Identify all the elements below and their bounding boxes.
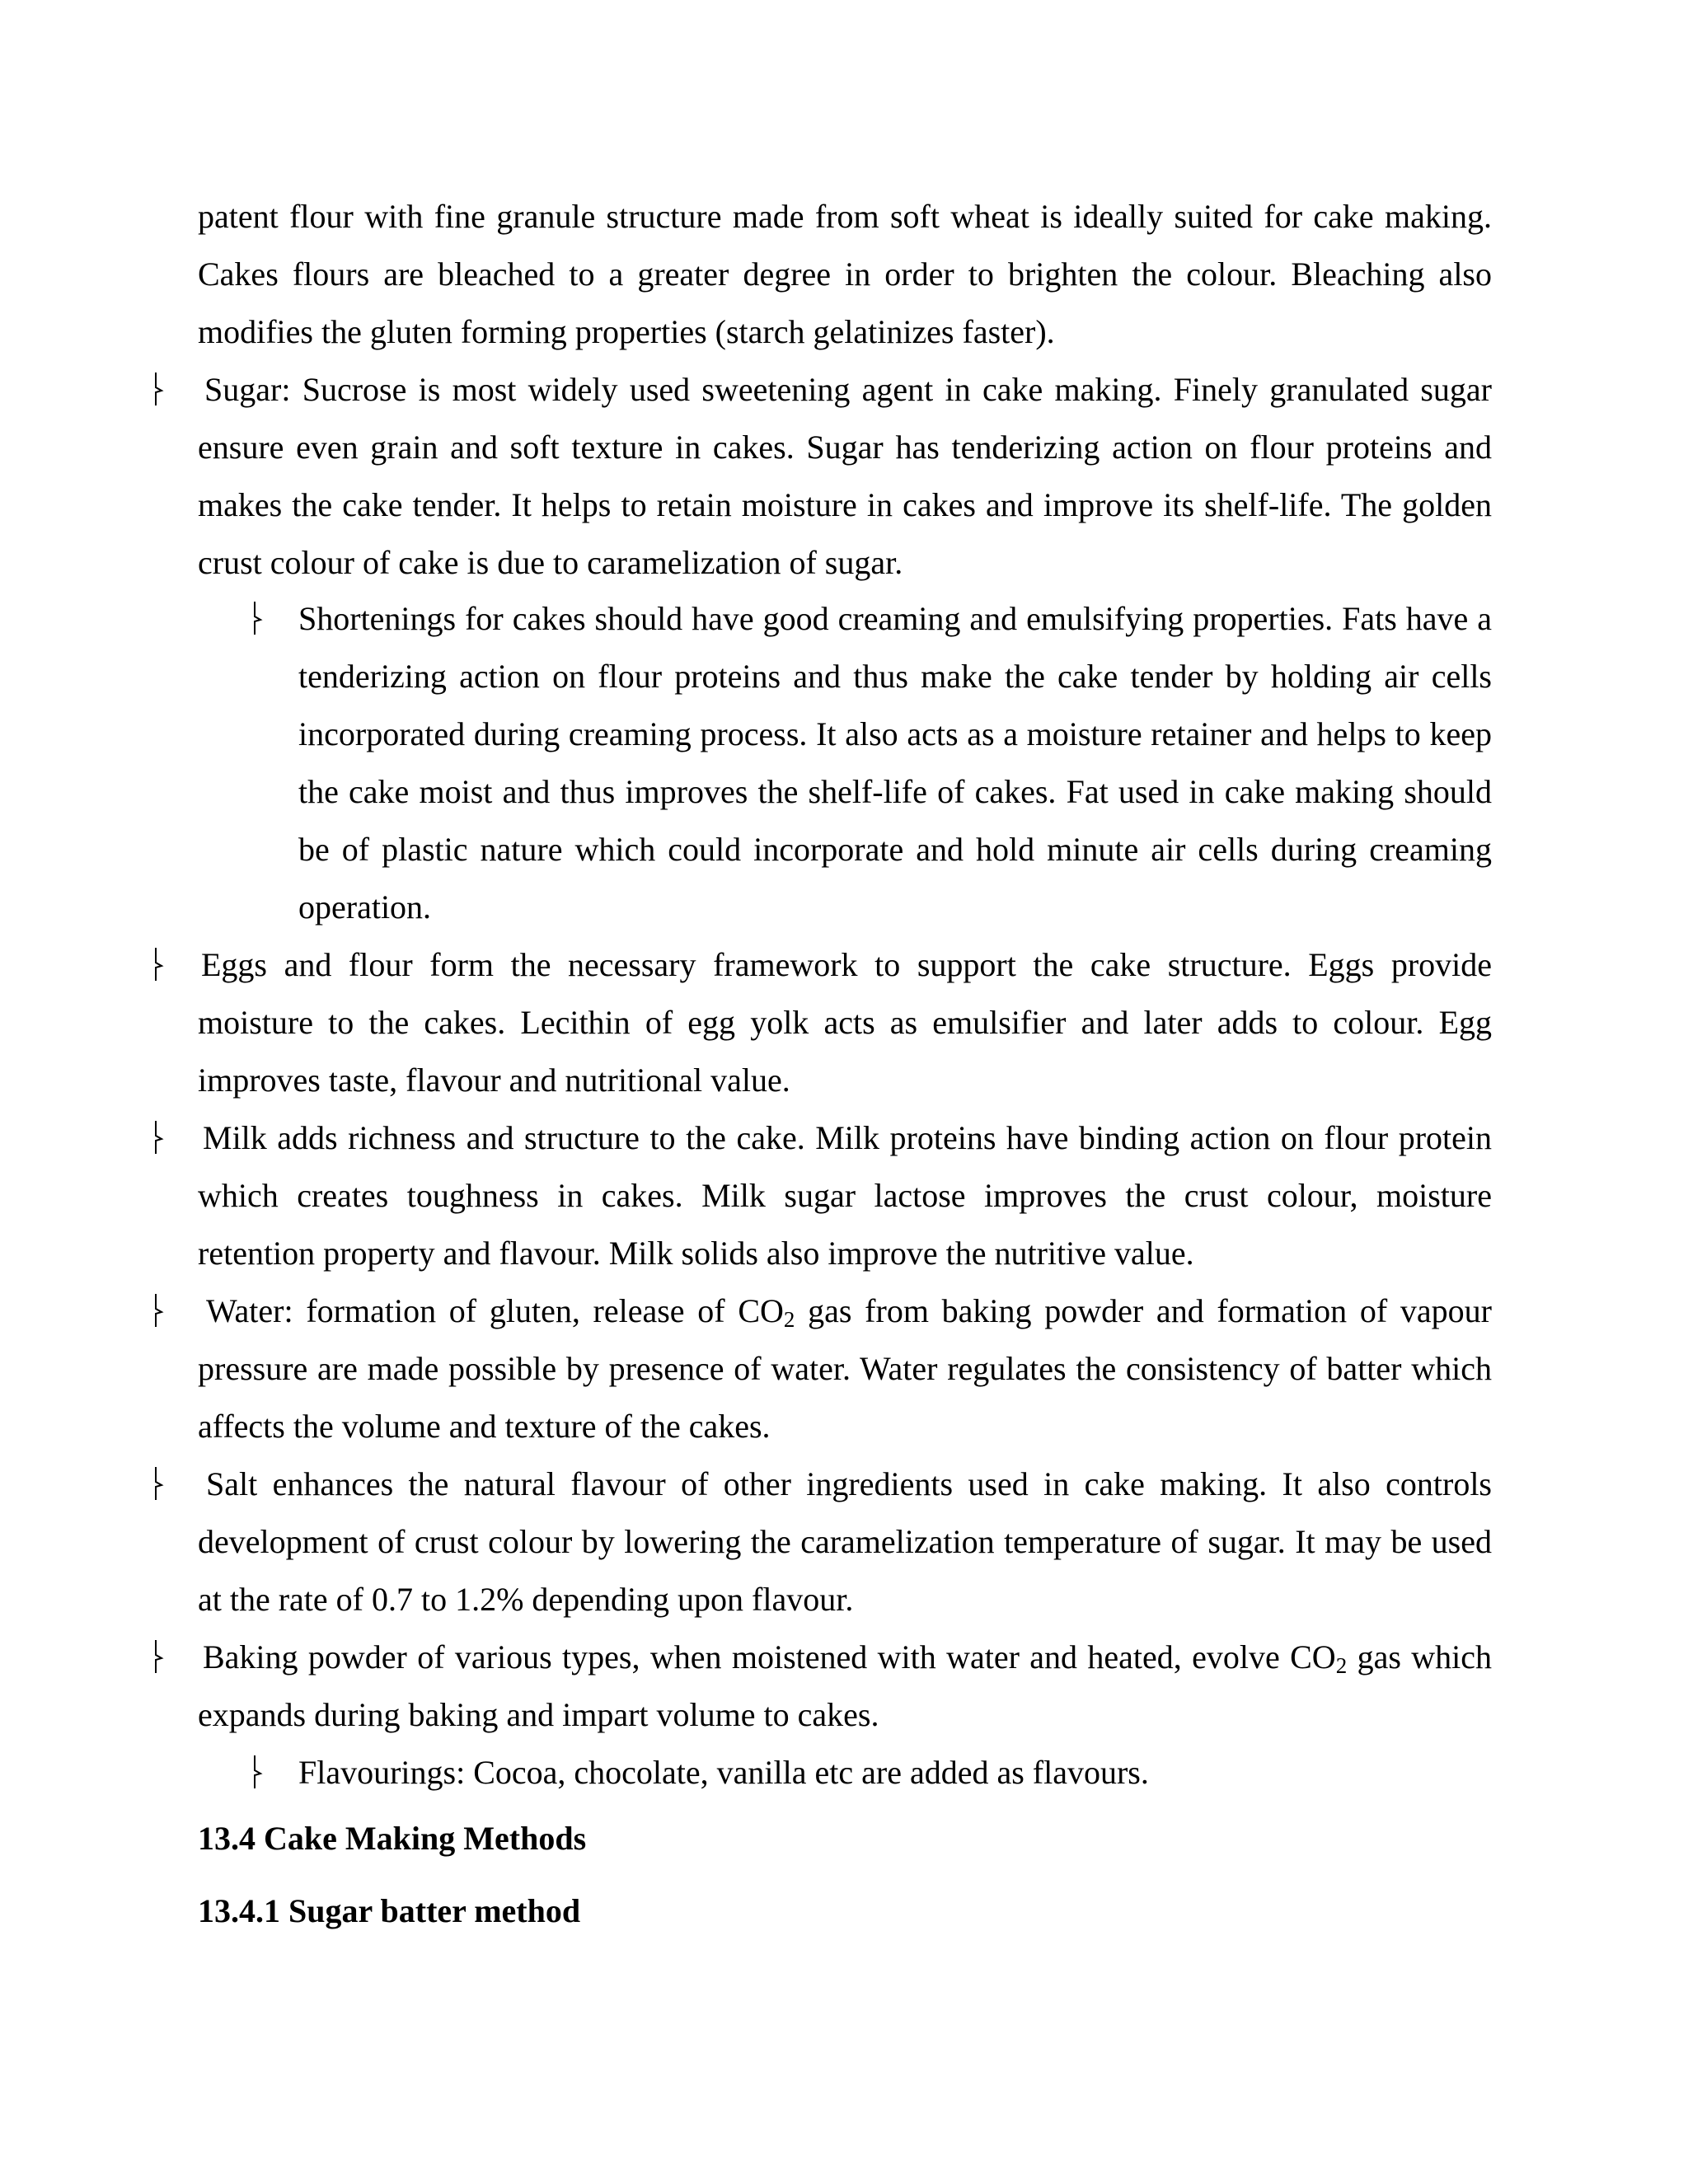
section-heading: 13.4 Cake Making Methods bbox=[198, 1820, 587, 1857]
paragraph-baking-powder bbox=[198, 1629, 1492, 1744]
bullet-icon bbox=[148, 1465, 165, 1502]
bullet-icon bbox=[148, 371, 165, 407]
paragraph-water bbox=[198, 1282, 1492, 1455]
paragraph-milk: Milk adds richness and structure to the cake. Milk proteins have binding action on flour protein which creates toughness in cakes. Milk sugar lactose improves the crust colour, moisture retention property and flavour. Milk solids also improve the nutritive value. bbox=[198, 1119, 1492, 1272]
bullet-icon bbox=[148, 1292, 165, 1329]
water-text-b: gas from baking powder and formation of vapour pressure are made possible by presence of water. Water regulates the consistency of batter which affects the volume and texture of the cakes. bbox=[198, 1292, 1492, 1445]
bullet-icon bbox=[148, 1638, 165, 1675]
water-subscript: 2 bbox=[783, 1307, 795, 1332]
paragraph-shortenings: Shortenings for cakes should have good creaming and emulsifying properties. Fats have a tenderizing action on flour proteins and thus make the cake tender by holding air cells incorporated during creaming process. It also acts as a moisture retainer and helps to keep the cake moist and thus improves the shelf-life of cakes. Fat used in cake making should be of plastic nature which could incorporate and hold minute air cells during creaming operation. bbox=[298, 600, 1492, 926]
water-text-a: Water: formation of gluten, release of CO bbox=[206, 1292, 784, 1329]
bullet-icon bbox=[148, 1119, 165, 1155]
paragraph-sugar: Sugar: Sucrose is most widely used sweetening agent in cake making. Finely granulated sugar ensure even grain and soft texture in cakes. Sugar has tenderizing action on flour proteins and makes the cake tender. It helps to retain moisture in cakes and improve its shelf-life. The golden crust colour of cake is due to caramelization of sugar. bbox=[198, 371, 1492, 581]
paragraph-salt: Salt enhances the natural flavour of other ingredients used in cake making. It also controls development of crust colour by lowering the caramelization temperature of sugar. It may be used at the rate of 0.7 to 1.2% depending upon flavour. bbox=[198, 1465, 1492, 1618]
bullet-icon bbox=[247, 600, 264, 636]
bullet-icon bbox=[247, 1754, 264, 1790]
paragraph-flavourings: Flavourings: Cocoa, chocolate, vanilla etc are added as flavours. bbox=[298, 1754, 1149, 1791]
subsection-heading: 13.4.1 Sugar batter method bbox=[198, 1892, 581, 1929]
baking-subscript: 2 bbox=[1335, 1653, 1348, 1678]
bullet-icon bbox=[148, 946, 165, 982]
paragraph-flour-continued: patent flour with fine granule structure made from soft wheat is ideally suited for cake making. Cakes flours are bleached to a greater degree in order to brighten the colour. Bleaching also modifies the gluten forming properties (starch gelatinizes faster). bbox=[198, 198, 1492, 350]
baking-text-a: Baking powder of various types, when moistened with water and heated, evolve CO bbox=[203, 1638, 1336, 1675]
paragraph-eggs: Eggs and flour form the necessary framework to support the cake structure. Eggs provide moisture to the cakes. Lecithin of egg yolk acts as emulsifier and later adds to colour. Egg improves taste, flavour and nutritional value. bbox=[198, 946, 1492, 1099]
baking-text-b: gas which expands during baking and impart volume to cakes. bbox=[198, 1638, 1493, 1733]
